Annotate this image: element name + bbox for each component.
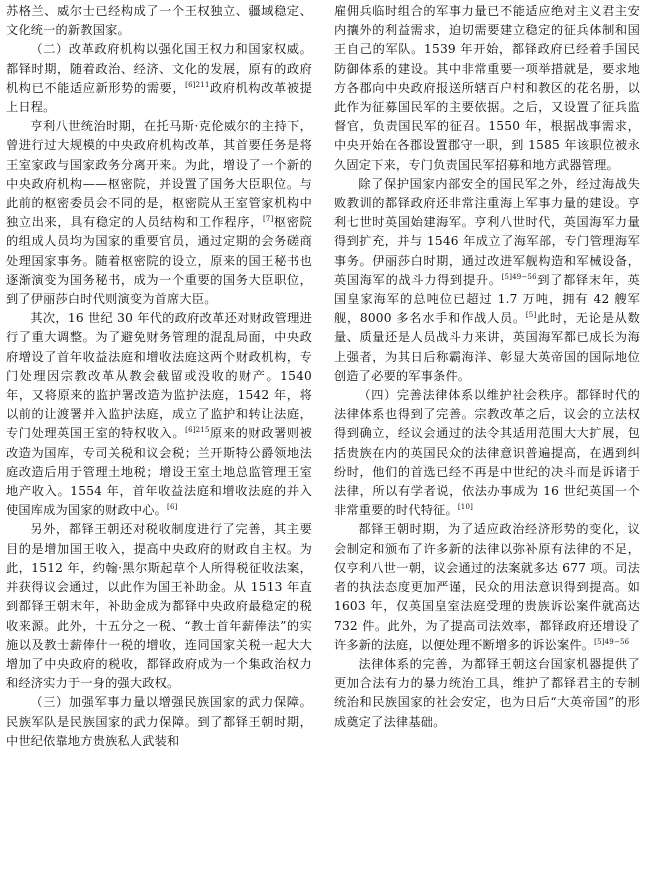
body-paragraph [334, 175, 640, 386]
paragraph-text: 原来的财政署则被改造为国库，专司关税和议会税；兰开斯特公爵领地法庭改造后用于管理土地税；增设王室土地总监管理王室地产收入。1554 年，首年收益法庭和增收法庭的并入使国库成为国家的财政中心。 [6, 426, 312, 518]
paragraph-text: 除了保护国家内部安全的国民军之外，经过海战失败教训的都铎政府还非常注重海上军事力量的建设。亨利七世时英国始建海军。亨利八世时代，英国海军力量得到扩充，并与 1546 年成立了海军部，专门管理海军事务。伊丽莎白时期，通过改进军舰构造和军械设备，英国海军的战斗力得到提升。 [334, 176, 640, 287]
paragraph-text: 都铎王朝时期，为了适应政治经济形势的变化，议会制定和颁布了许多新的法律以弥补原有法律的不足，仅亨利八世一朝，议会通过的法案就多达 677 项。司法者的执法态度更加严谨，民众的用法意识得到提高。如 1603 年，仅英国皇室法庭受理的贵族诉讼案件就高达 732 件。此外，为了提高司法效率，都铎政府还增设了许多新的法庭，以便处理不断增多的诉讼案件。 [334, 522, 640, 652]
body-paragraph [334, 520, 640, 654]
citation-marker: [5] [525, 311, 537, 320]
citation-marker: [5]49−56 [594, 637, 630, 646]
paragraph-text: 法律体系的完善，为都铎王朝这台国家机器提供了更加合法有力的暴力统治工具，维护了都铎君主的专制统治和民族国家的社会安定，也为日后“大英帝国”的形成奠定了法律基础。 [334, 656, 640, 729]
citation-marker: [6]215 [185, 426, 210, 435]
two-column-body [6, 2, 640, 751]
citation-marker: [7] [262, 215, 274, 224]
citation-marker: [6]211 [185, 80, 210, 89]
section-heading-paragraph [6, 693, 312, 751]
left-column [6, 2, 312, 751]
paragraph-text: 另外，都铎王朝还对税收制度进行了完善，其主要目的是增加国王收入，提高中央政府的财政自主权。为此，1512 年，约翰·黑尔斯起草个人所得税征收法案，并获得议会通过，以此作为国王补助金。从 1513 年直到都铎王朝末年，补助金成为都铎中央政府最稳定的税收来源。此外，十五分之一税、“教士首年薪俸法”的实施以及教士薪俸什一税的增收，连同国家关税一起大大增加了中央政府的税收，都铎政府成为一个集政治权力和经济实力于一身的强大政权。 [6, 522, 312, 691]
paragraph-text: （三）加强军事力量以增强民族国家的武力保障。民族军队是民族国家的武力保障。到了都铎王朝时期，中世纪依靠地方贵族私人武装和 [6, 695, 312, 748]
body-paragraph [6, 2, 312, 40]
paragraph-text: 亨利八世统治时期，在托马斯·克伦威尔的主持下，曾进行过大规模的中央政府机构改革，其首要任务是将王室家政与国家政务分离开来。为此，增设了一个新的中央政府机构——枢密院，并设置了国务大臣职位。与此前的枢密委员会不同的是，枢密院从王室管家机构中独立出来，具有稳定的人员结构和工作程序， [6, 119, 312, 230]
body-paragraph [6, 117, 312, 309]
right-column [334, 2, 640, 751]
citation-marker: [6] [167, 503, 178, 512]
body-paragraph [334, 655, 640, 732]
paragraph-text: （二）改革政府机构以强化国王权力和国家权威。都铎时期，随着政治、经济、文化的发展，原有的政府机构已不能适应新形势的需要， [6, 42, 312, 95]
citation-marker: [10] [457, 503, 474, 512]
body-paragraph [6, 309, 312, 520]
body-paragraph [334, 2, 640, 175]
section-heading-paragraph [334, 386, 640, 520]
paragraph-text: 雇佣兵临时组合的军事力量已不能适应绝对主义君主安内攘外的利益需求，迫切需要建立稳定的征兵体制和国王自己的军队。1539 年开始，都铎政府已经着手国民防御体系的建设。其中非常重要一项举措就是，要求地方各郡向中央政府报送所辖百户村和教区的花名册，以此作为征募国民军的主要依据。之后，又设置了征兵监督官，负责国民军的征召。1550 年，根据战事需求，中央开始在各郡设置郡守一职，到 1585 年该职位被永久固定下来，专门负责国民军招募和地方武器管理。 [334, 4, 640, 172]
citation-marker: [5]49−56 [501, 272, 537, 281]
paragraph-text: （四）完善法律体系以维护社会秩序。都铎时代的法律体系也得到了完善。宗教改革之后，议会的立法权得到确立，经议会通过的法令其适用范围大大扩展，包括贵族在内的英国民众的法律意识普遍提高，在遇到纠纷时，他们的首选已经不再是中世纪的决斗而是诉诸于法律，所以有学者说，依法办事成为 16 世纪英国一个非常重要的时代特征。 [334, 388, 640, 518]
paragraph-text: 苏格兰、威尔士已经构成了一个王权独立、疆域稳定、文化统一的新教国家。 [6, 4, 312, 38]
paragraph-text: 其次，16 世纪 30 年代的政府改革还对财政管理进行了重大调整。为了避免财务管理的混乱局面，中央政府增设了首年收益法庭和增收法庭这两个财政机构，专门处理因宗教改革从教会截留或没收的财产。1540 年，又将原来的监护署改造为监护法庭，1542 年，将以前的让渡署并入监护法庭，成立了监护和转让法庭，专门处理英国王室的特权收入。 [6, 311, 312, 441]
section-heading-paragraph [6, 40, 312, 117]
paragraph-text: 政府机构改革被提上日程。 [6, 80, 312, 115]
body-paragraph [6, 520, 312, 693]
paragraph-text: 此时，无论是从数量、质量还是人员战斗力来讲，英国海军都已成长为海上强者，为其日后称霸海洋、彰显大英帝国的国际地位创造了必要的军事条件。 [334, 311, 640, 383]
paragraph-text: 到了都铎末年，英国皇家海军的总吨位已超过 1.7 万吨，拥有 42 艘军舰，8000 多名水手和作战人员。 [334, 272, 640, 326]
paragraph-text: 枢密院的组成人员均为国家的重要官员，通过定期的会务磋商处理国家事务。随着枢密院的设立，原来的国王秘书也逐渐演变为国务秘书，成为一个重要的国务大臣职位，到了伊丽莎白时代则演变为首席大臣。 [6, 215, 312, 307]
